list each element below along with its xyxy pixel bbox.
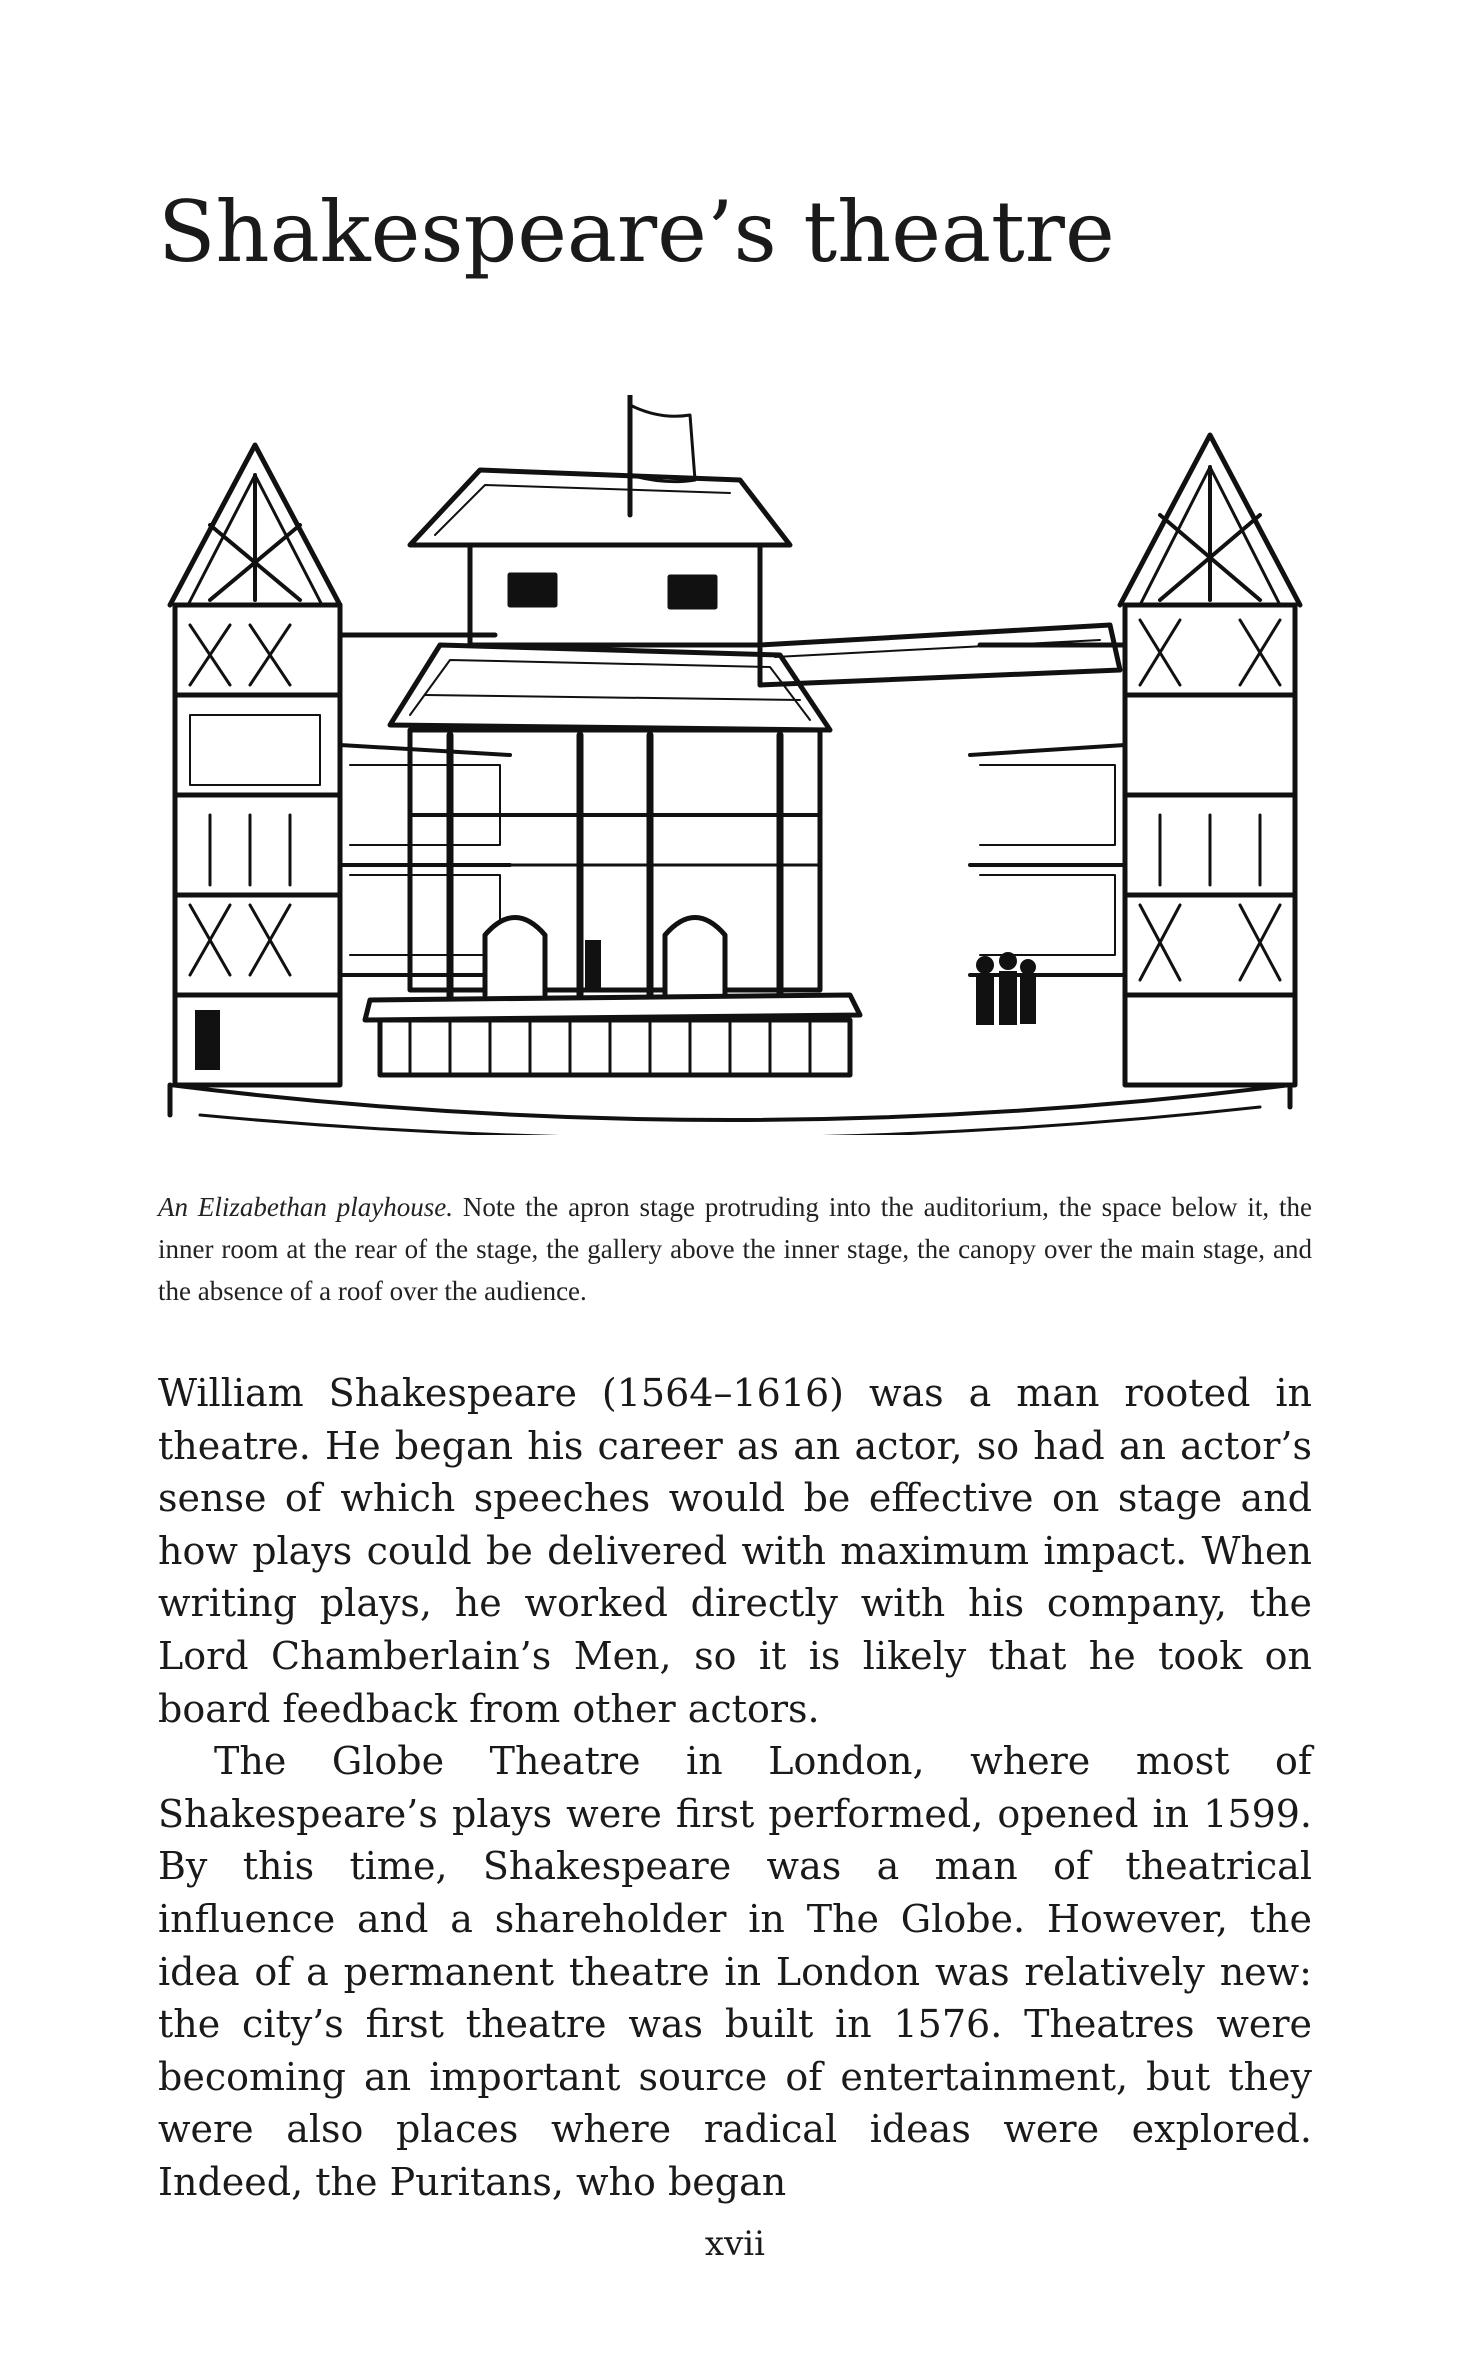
audience-figures <box>976 952 1036 1025</box>
playhouse-illustration <box>150 395 1330 1135</box>
apron-stage <box>365 995 860 1075</box>
caption-text: Note the apron stage protruding into the auditorium, the space below it, the inner room at the rear of the stage, the gallery above the inner stage, the canopy over the main stage, and the absence of a roof over the audience. <box>158 1192 1312 1306</box>
body-paragraph-2: The Globe Theatre in London, where most of Shakespeare’s plays were first performed, opened in 1599. By this time, Shakespeare was a man of theatrical influence and a shareholder in The Globe. However, the idea of a permanent theatre in London was relatively new: the city’s first theatre was built in 1576. Theatres were becoming an important source of entertainment, but they were also places where radical ideas were explored. Indeed, the Puritans, who began <box>158 1739 1312 2204</box>
body-text <box>158 1367 1312 2209</box>
galleries <box>340 625 1125 975</box>
body-paragraph-1: William Shakespeare (1564–1616) was a man rooted in theatre. He began his career as an actor, so had an actor’s sense of which speeches would be effective on stage and how plays could be delivered with maximum impact. When writing plays, he worked directly with his company, the Lord Chamberlain’s Men, so it is likely that he took on board feedback from other actors. <box>158 1371 1312 1731</box>
figure-caption <box>158 1186 1312 1312</box>
left-tower <box>170 445 340 1085</box>
page-number: xvii <box>704 2224 766 2264</box>
page-title: Shakespeare’s theatre <box>158 183 1115 281</box>
right-tower <box>1120 435 1300 1085</box>
caption-italic: An Elizabethan playhouse. <box>158 1192 454 1222</box>
tiring-house <box>410 730 820 1005</box>
stage-house <box>390 395 830 730</box>
